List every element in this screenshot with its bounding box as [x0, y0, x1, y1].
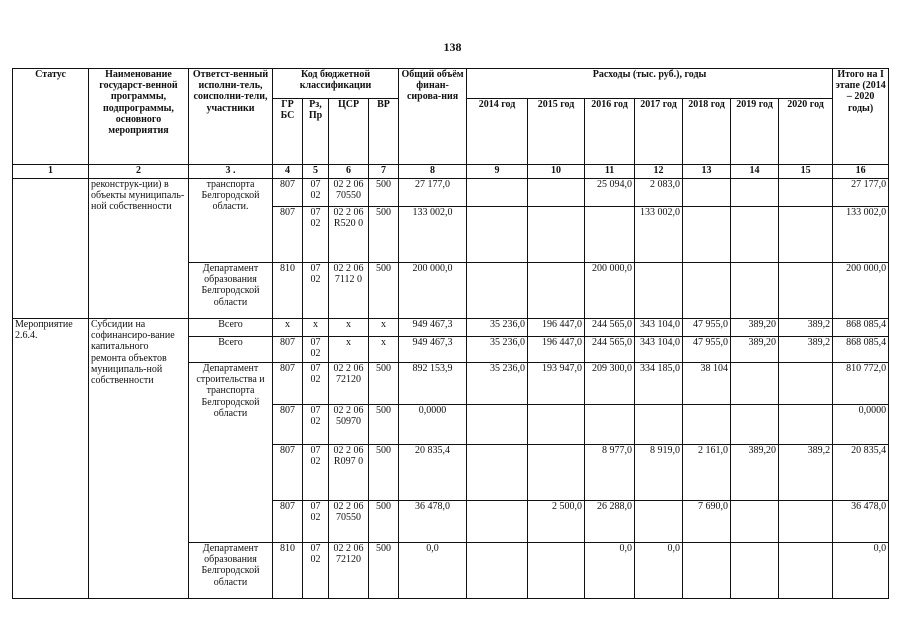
- budget-table: [12, 68, 889, 599]
- table-row: [13, 319, 889, 337]
- col-number: 2: [89, 165, 189, 179]
- header-code-group: Код бюджетной классификации: [273, 69, 399, 99]
- csr-cell: 02 2 06 50970: [329, 405, 369, 445]
- year-cell: 2 500,0: [528, 501, 585, 543]
- rz-cell: 07 02: [303, 445, 329, 501]
- rz-cell: 07 02: [303, 263, 329, 319]
- year-cell: [528, 179, 585, 207]
- year-cell: [467, 543, 528, 599]
- grbs-cell: 810: [273, 543, 303, 599]
- year-cell: [528, 263, 585, 319]
- vr-cell: 500: [369, 543, 399, 599]
- table-row: [13, 179, 889, 207]
- total-cell: 133 002,0: [399, 207, 467, 263]
- col-number: 9: [467, 165, 528, 179]
- total-cell: 36 478,0: [399, 501, 467, 543]
- column-numbers-row: [13, 165, 889, 179]
- measure-name: Субсидии на софинансиро-вание капитального ремонта объектов муниципаль-ной собственности: [89, 319, 189, 599]
- year-cell: [731, 207, 779, 263]
- grbs-cell: 807: [273, 363, 303, 405]
- vr-cell: 500: [369, 445, 399, 501]
- header-year: 2020 год: [779, 99, 833, 165]
- grbs-cell: 807: [273, 445, 303, 501]
- header-year: 2018 год: [683, 99, 731, 165]
- grbs-cell: 810: [273, 263, 303, 319]
- col-number: 5: [303, 165, 329, 179]
- year-cell: [683, 405, 731, 445]
- year-cell: 38 104: [683, 363, 731, 405]
- header-year: 2017 год: [635, 99, 683, 165]
- year-cell: 2 083,0: [635, 179, 683, 207]
- col-number: 6: [329, 165, 369, 179]
- grbs-cell: 807: [273, 337, 303, 363]
- header-year: 2019 год: [731, 99, 779, 165]
- total-cell: 0,0000: [399, 405, 467, 445]
- year-cell: 244 565,0: [585, 319, 635, 337]
- col-number: 1: [13, 165, 89, 179]
- rz-cell: 07 02: [303, 179, 329, 207]
- csr-cell: 02 2 06 72120: [329, 543, 369, 599]
- col-number: 8: [399, 165, 467, 179]
- header-year: 2016 год: [585, 99, 635, 165]
- itogo-cell: 36 478,0: [833, 501, 889, 543]
- year-cell: 196 447,0: [528, 337, 585, 363]
- itogo-cell: 20 835,4: [833, 445, 889, 501]
- status-cell: Мероприятие 2.6.4.: [13, 319, 89, 599]
- year-cell: [779, 179, 833, 207]
- header-year: 2014 год: [467, 99, 528, 165]
- total-cell: 949 467,3: [399, 337, 467, 363]
- col-number: 14: [731, 165, 779, 179]
- csr-cell: 02 2 06 R520 0: [329, 207, 369, 263]
- total-cell: 949 467,3: [399, 319, 467, 337]
- header-total: Общий объём финан-сирова-ния: [399, 69, 467, 165]
- year-cell: [585, 405, 635, 445]
- header-rz: Рз, Пр: [303, 99, 329, 165]
- col-number: 13: [683, 165, 731, 179]
- csr-cell: 02 2 06 70550: [329, 501, 369, 543]
- col-number: 11: [585, 165, 635, 179]
- total-cell: 20 835,4: [399, 445, 467, 501]
- year-cell: [528, 445, 585, 501]
- col-number: 4: [273, 165, 303, 179]
- year-cell: 35 236,0: [467, 337, 528, 363]
- responsible-cell: транспорта Белгородской области.: [189, 179, 273, 263]
- year-cell: [528, 405, 585, 445]
- year-cell: 389,20: [731, 337, 779, 363]
- itogo-cell: 0,0: [833, 543, 889, 599]
- year-cell: [635, 263, 683, 319]
- year-cell: [528, 207, 585, 263]
- year-cell: 25 094,0: [585, 179, 635, 207]
- csr-cell: 02 2 06 7112 0: [329, 263, 369, 319]
- csr-cell: 02 2 06 72120: [329, 363, 369, 405]
- year-cell: [635, 405, 683, 445]
- rz-cell: 07 02: [303, 405, 329, 445]
- year-cell: 8 919,0: [635, 445, 683, 501]
- header-stage-total: Итого на I этапе (2014 – 2020 годы): [833, 69, 889, 165]
- header-vr: ВР: [369, 99, 399, 165]
- responsible-cell: Департамент строительства и транспорта Белгородской области: [189, 363, 273, 543]
- year-cell: [467, 207, 528, 263]
- rz-cell: 07 02: [303, 363, 329, 405]
- vr-cell: 500: [369, 501, 399, 543]
- year-cell: [731, 501, 779, 543]
- year-cell: [467, 445, 528, 501]
- col-number: 10: [528, 165, 585, 179]
- header-csr: ЦСР: [329, 99, 369, 165]
- col-number: 16: [833, 165, 889, 179]
- col-number: 3 .: [189, 165, 273, 179]
- year-cell: [635, 501, 683, 543]
- vr-cell: х: [369, 319, 399, 337]
- csr-cell: х: [329, 337, 369, 363]
- vr-cell: 500: [369, 263, 399, 319]
- vr-cell: 500: [369, 179, 399, 207]
- year-cell: [779, 501, 833, 543]
- year-cell: [467, 179, 528, 207]
- year-cell: [467, 263, 528, 319]
- year-cell: 196 447,0: [528, 319, 585, 337]
- itogo-cell: 0,0000: [833, 405, 889, 445]
- total-cell: 0,0: [399, 543, 467, 599]
- responsible-cell: Департамент образования Белгородской области: [189, 263, 273, 319]
- total-cell: 200 000,0: [399, 263, 467, 319]
- col-number: 15: [779, 165, 833, 179]
- year-cell: [731, 405, 779, 445]
- year-cell: 47 955,0: [683, 337, 731, 363]
- year-cell: [585, 207, 635, 263]
- status-cell: [13, 179, 89, 319]
- csr-cell: 02 2 06 R097 0: [329, 445, 369, 501]
- col-number: 12: [635, 165, 683, 179]
- itogo-cell: 810 772,0: [833, 363, 889, 405]
- year-cell: 35 236,0: [467, 363, 528, 405]
- rz-cell: 07 02: [303, 207, 329, 263]
- year-cell: 47 955,0: [683, 319, 731, 337]
- year-cell: [683, 179, 731, 207]
- rz-cell: 07 02: [303, 337, 329, 363]
- measure-name: реконструк-ции) в объекты муниципаль-ной собственности: [89, 179, 189, 319]
- year-cell: [467, 405, 528, 445]
- year-cell: [731, 263, 779, 319]
- header-grbs: ГР БС: [273, 99, 303, 165]
- year-cell: 209 300,0: [585, 363, 635, 405]
- year-cell: 35 236,0: [467, 319, 528, 337]
- responsible-cell: Департамент образования Белгородской области: [189, 543, 273, 599]
- responsible-cell: Всего: [189, 319, 273, 337]
- header-responsible: Ответст-венный исполни-тель, соисполни-тели, участники: [189, 69, 273, 165]
- rz-cell: 07 02: [303, 501, 329, 543]
- grbs-cell: 807: [273, 207, 303, 263]
- year-cell: 389,20: [731, 319, 779, 337]
- year-cell: 334 185,0: [635, 363, 683, 405]
- header-year: 2015 год: [528, 99, 585, 165]
- year-cell: [683, 207, 731, 263]
- responsible-cell: Всего: [189, 337, 273, 363]
- year-cell: [779, 207, 833, 263]
- year-cell: 244 565,0: [585, 337, 635, 363]
- itogo-cell: 868 085,4: [833, 319, 889, 337]
- year-cell: 8 977,0: [585, 445, 635, 501]
- year-cell: 389,2: [779, 337, 833, 363]
- vr-cell: 500: [369, 363, 399, 405]
- itogo-cell: 200 000,0: [833, 263, 889, 319]
- csr-cell: 02 2 06 70550: [329, 179, 369, 207]
- total-cell: 892 153,9: [399, 363, 467, 405]
- year-cell: 0,0: [585, 543, 635, 599]
- itogo-cell: 27 177,0: [833, 179, 889, 207]
- year-cell: [731, 179, 779, 207]
- year-cell: 2 161,0: [683, 445, 731, 501]
- year-cell: 389,2: [779, 445, 833, 501]
- rz-cell: 07 02: [303, 543, 329, 599]
- grbs-cell: х: [273, 319, 303, 337]
- year-cell: 26 288,0: [585, 501, 635, 543]
- year-cell: [683, 543, 731, 599]
- header-name: Наименование государст-венной программы, подпрограммы, основного мероприятия: [89, 69, 189, 165]
- year-cell: [683, 263, 731, 319]
- year-cell: 343 104,0: [635, 337, 683, 363]
- itogo-cell: 133 002,0: [833, 207, 889, 263]
- year-cell: [731, 543, 779, 599]
- vr-cell: 500: [369, 207, 399, 263]
- year-cell: 193 947,0: [528, 363, 585, 405]
- header-expenses-group: Расходы (тыс. руб.), годы: [467, 69, 833, 99]
- year-cell: 389,20: [731, 445, 779, 501]
- year-cell: [467, 501, 528, 543]
- page-number: 138: [443, 40, 462, 54]
- year-cell: [779, 263, 833, 319]
- year-cell: 7 690,0: [683, 501, 731, 543]
- year-cell: 389,2: [779, 319, 833, 337]
- vr-cell: х: [369, 337, 399, 363]
- year-cell: [779, 543, 833, 599]
- grbs-cell: 807: [273, 179, 303, 207]
- year-cell: [731, 363, 779, 405]
- year-cell: 133 002,0: [635, 207, 683, 263]
- year-cell: 343 104,0: [635, 319, 683, 337]
- year-cell: 200 000,0: [585, 263, 635, 319]
- grbs-cell: 807: [273, 501, 303, 543]
- total-cell: 27 177,0: [399, 179, 467, 207]
- header-status: Статус: [13, 69, 89, 165]
- year-cell: [779, 363, 833, 405]
- itogo-cell: 868 085,4: [833, 337, 889, 363]
- grbs-cell: 807: [273, 405, 303, 445]
- year-cell: [779, 405, 833, 445]
- col-number: 7: [369, 165, 399, 179]
- csr-cell: х: [329, 319, 369, 337]
- vr-cell: 500: [369, 405, 399, 445]
- year-cell: [528, 543, 585, 599]
- year-cell: 0,0: [635, 543, 683, 599]
- rz-cell: х: [303, 319, 329, 337]
